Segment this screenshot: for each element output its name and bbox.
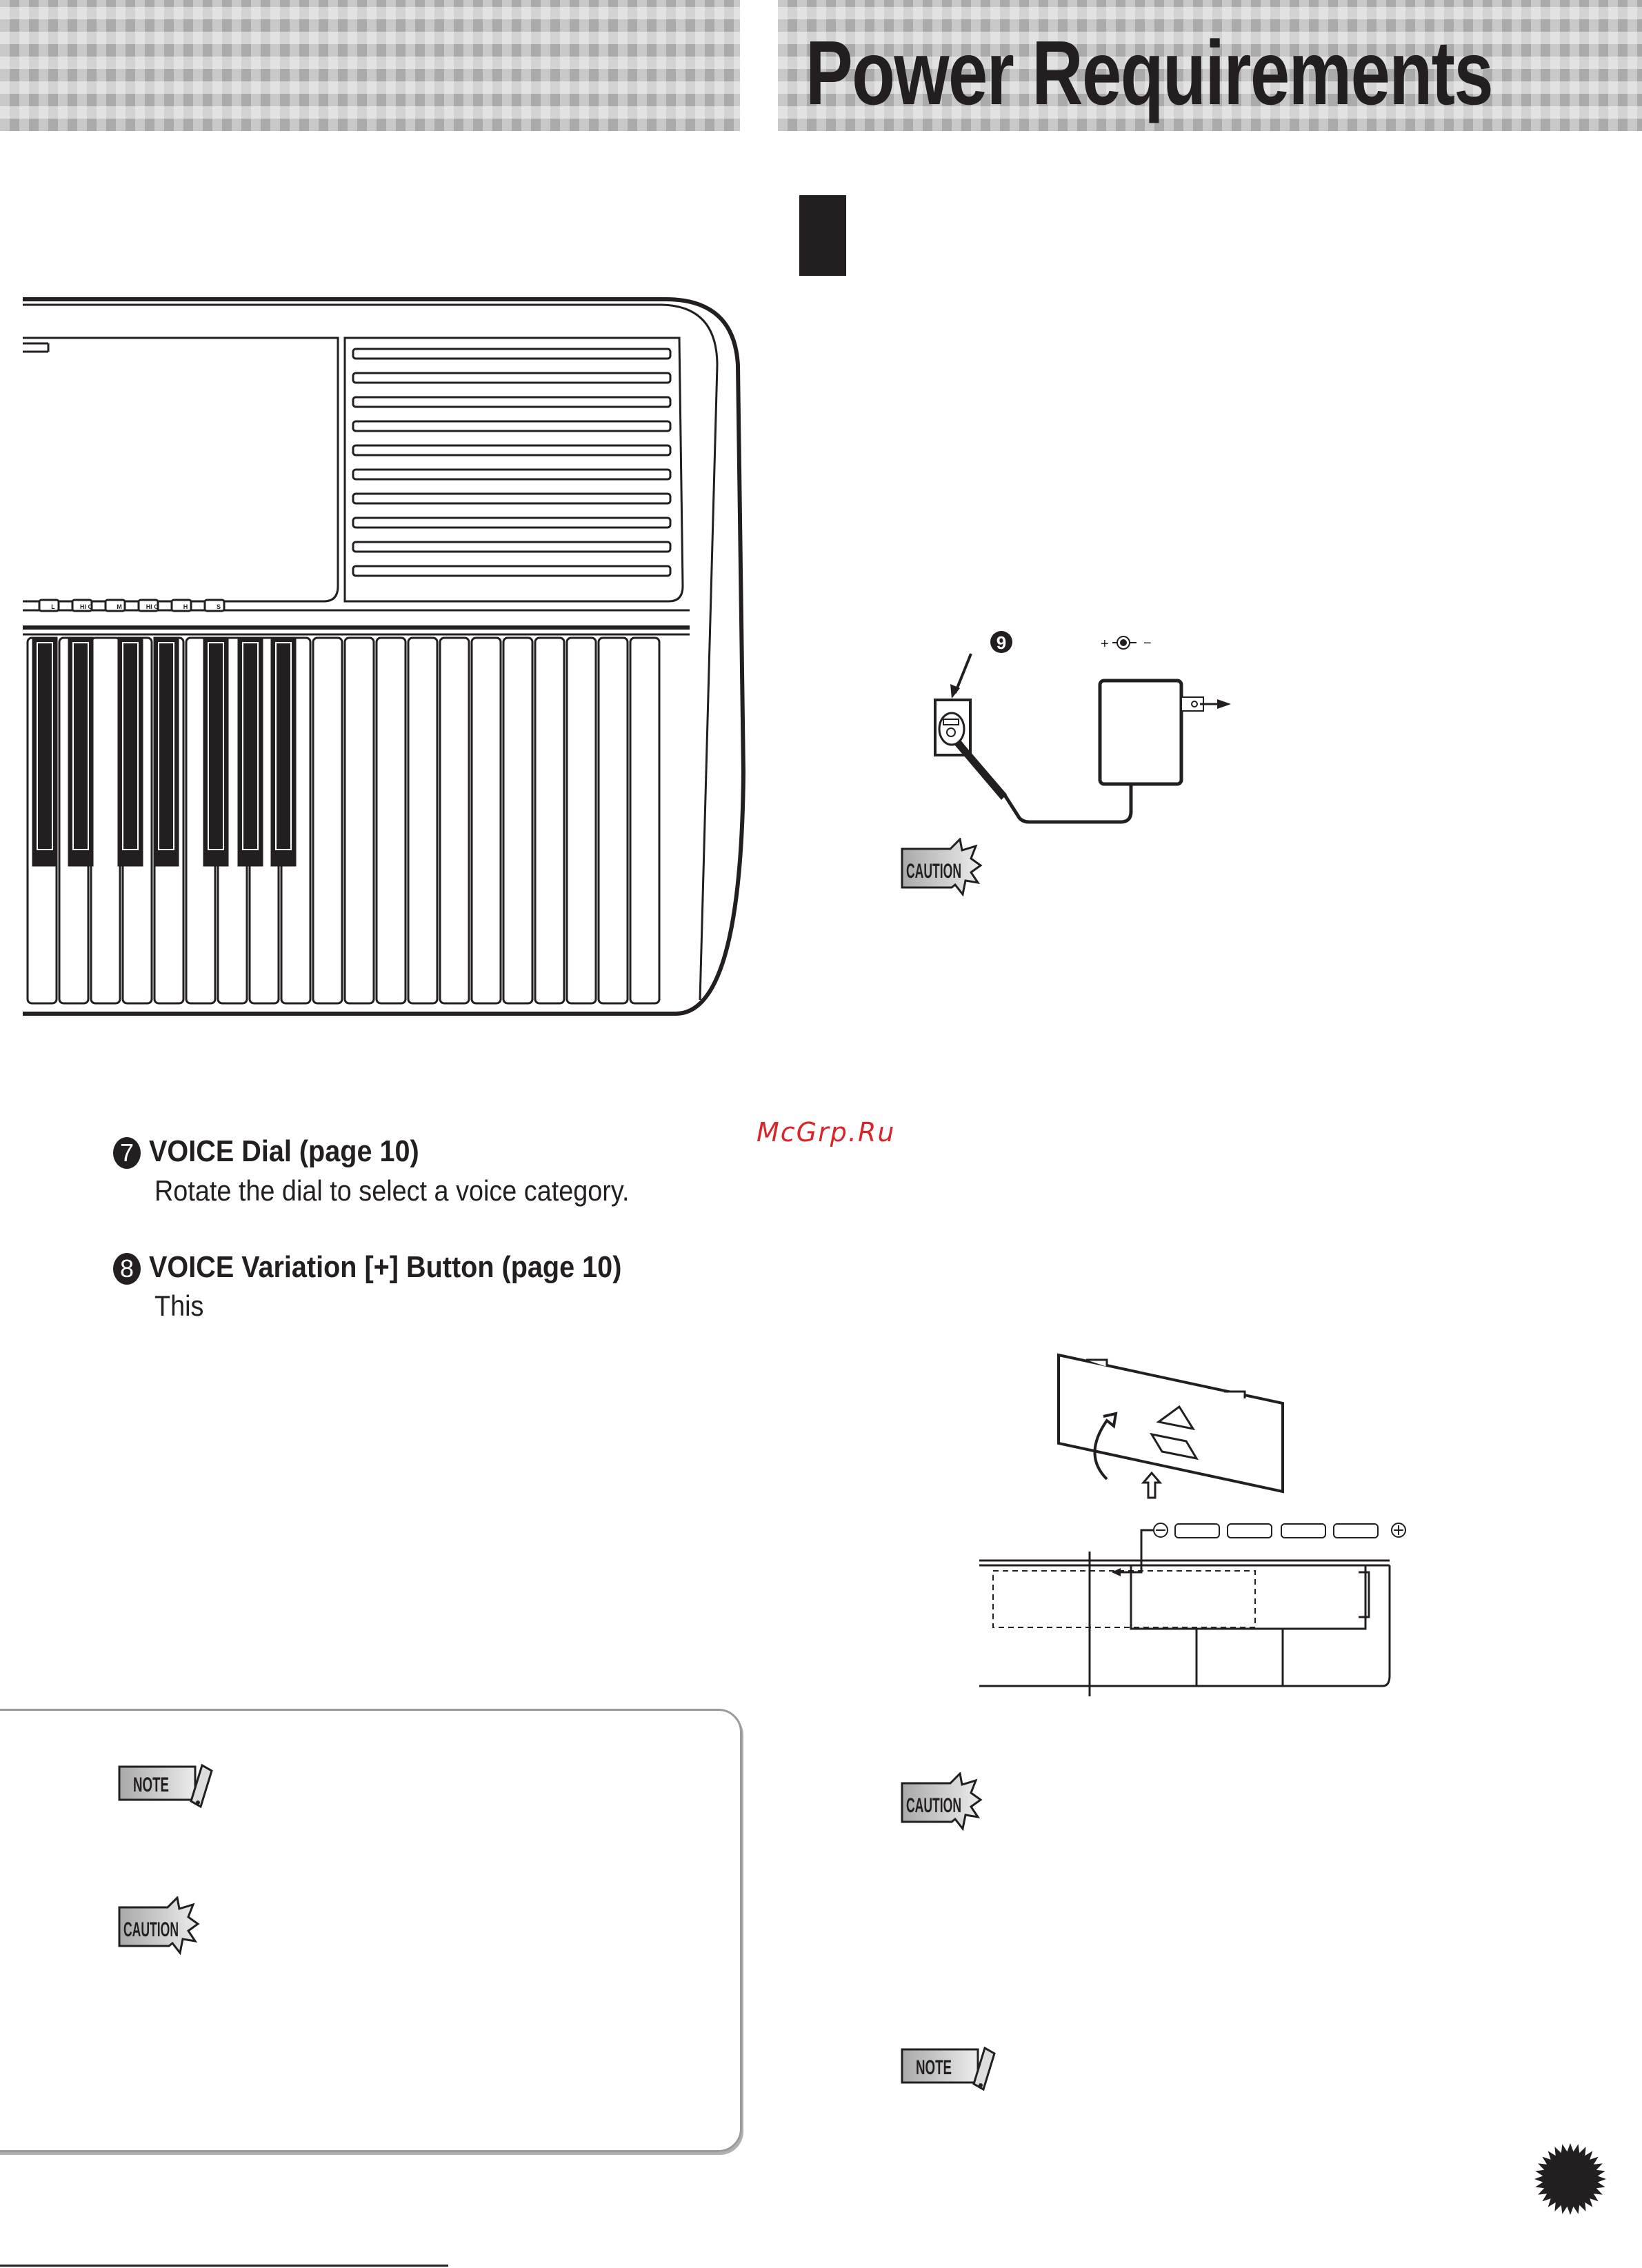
white-key xyxy=(91,638,120,1003)
caution-badge-power xyxy=(897,838,1007,903)
item-8-number: 8 xyxy=(113,1253,141,1285)
keyboard-illustration xyxy=(0,290,759,1021)
white-key xyxy=(440,638,469,1003)
header-band-left xyxy=(0,0,740,131)
note-label: NOTE xyxy=(133,1774,169,1796)
caution-badge-left xyxy=(114,1896,224,1962)
white-key xyxy=(535,638,564,1003)
speaker-grille-slot xyxy=(353,349,670,359)
voice-button-label: S xyxy=(216,603,221,610)
white-key xyxy=(377,638,406,1003)
item-7-title: VOICE Dial (page 10) xyxy=(149,1134,419,1168)
power-adaptor-diagram xyxy=(883,607,1338,827)
white-key xyxy=(313,638,342,1003)
item-8-heading xyxy=(113,1250,674,1285)
polarity-minus: − xyxy=(1143,636,1152,651)
white-key xyxy=(408,638,437,1003)
voice-button xyxy=(172,600,191,611)
voice-button-label: H xyxy=(183,603,188,610)
white-key xyxy=(345,638,374,1003)
voice-button-label: HI C xyxy=(80,603,92,610)
caution-label: CAUTION xyxy=(906,1794,961,1817)
item-8-title: VOICE Variation [+] Button (page 10) xyxy=(149,1250,622,1284)
voice-button xyxy=(205,600,224,611)
battery-compartment-diagram xyxy=(972,1345,1414,1703)
section-marker xyxy=(799,195,846,276)
caution-label: CAUTION xyxy=(123,1918,179,1941)
speaker-grille-slot xyxy=(353,421,670,431)
voice-button-label: L xyxy=(51,603,55,610)
speaker-grille-slot xyxy=(353,494,670,503)
callout-9-label: 9 xyxy=(996,632,1007,653)
speaker-grille-slot xyxy=(353,566,670,576)
voice-button xyxy=(106,600,125,611)
speaker-grille-slot xyxy=(353,397,670,407)
voice-button-label: M xyxy=(117,603,122,610)
white-key xyxy=(472,638,501,1003)
note-badge-left xyxy=(114,1758,224,1814)
item-7-body: Rotate the dial to select a voice category. xyxy=(154,1174,630,1207)
white-key xyxy=(630,638,659,1003)
speaker-grille-slot xyxy=(353,542,670,552)
voice-button xyxy=(39,600,59,611)
bottom-rule xyxy=(0,2265,448,2267)
white-key xyxy=(567,638,596,1003)
white-key xyxy=(599,638,628,1003)
speaker-grille-slot xyxy=(353,373,670,383)
note-badge-right xyxy=(897,2041,1007,2096)
item-8-body: This xyxy=(154,1289,204,1322)
caution-badge-battery xyxy=(897,1772,1007,1838)
item-7-number: 7 xyxy=(113,1137,141,1169)
speaker-grille-slot xyxy=(353,445,670,455)
voice-button-label: HI O xyxy=(146,603,159,610)
polarity-plus: + xyxy=(1101,636,1109,652)
caution-label: CAUTION xyxy=(906,860,961,883)
speaker-grille-slot xyxy=(353,470,670,479)
speaker-grille-slot xyxy=(353,518,670,528)
page-title: Power Requirements xyxy=(805,22,1493,123)
watermark: McGrp.Ru xyxy=(757,1117,896,1147)
notice-box xyxy=(0,1709,742,2152)
white-key xyxy=(503,638,532,1003)
note-label: NOTE xyxy=(916,2056,952,2079)
item-7-heading xyxy=(113,1134,449,1169)
starburst-icon xyxy=(1532,2141,1608,2217)
